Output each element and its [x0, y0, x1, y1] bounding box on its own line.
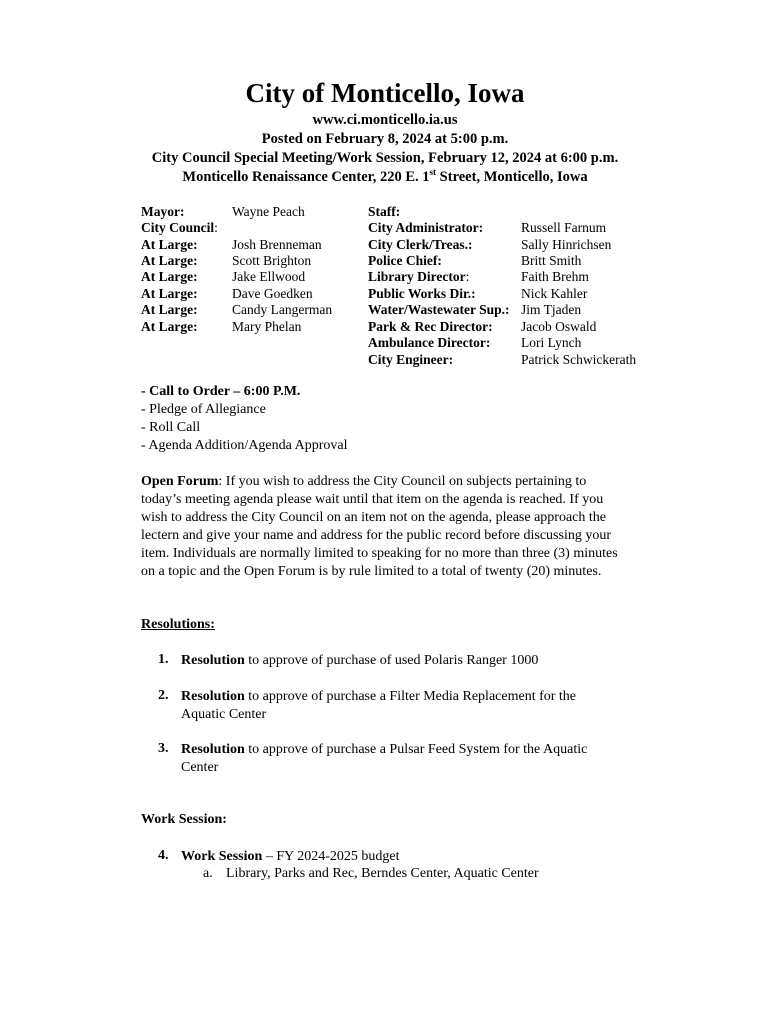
mayor-label: Mayor: — [141, 204, 185, 219]
staff-role: City Administrator: — [368, 220, 484, 235]
staff-name: Russell Farnum — [521, 220, 607, 235]
agenda-item: - Roll Call — [141, 420, 201, 435]
work-session-sub-item: Library, Parks and Rec, Berndes Center, Aquatic Center — [226, 866, 539, 881]
council-member-name: Mary Phelan — [232, 319, 302, 334]
staff-name: Sally Hinrichsen — [521, 237, 612, 252]
staff-name: Patrick Schwickerath — [521, 352, 637, 367]
staff-name: Britt Smith — [521, 253, 582, 268]
work-session-heading: Work Session: — [141, 812, 227, 827]
resolution-item: Resolution to approve of purchase a Filter Media Replacement for the Aquatic Center — [181, 689, 577, 722]
page-title: City of Monticello, Iowa — [245, 78, 525, 108]
council-member-name: Josh Brenneman — [232, 237, 322, 252]
website-link[interactable]: www.ci.monticello.ia.us — [312, 112, 458, 128]
staff-role: Public Works Dir.: — [368, 286, 476, 301]
open-forum-paragraph: Open Forum: If you wish to address the City Council on subjects pertaining to today’s meeting agenda please wait until that item on the agenda is reached. If you wish to address the City Council on an item not on the agenda, please approach the lectern and give your name and address for the public record before discussing your item. Individuals are normally limited to speaking for no more than three (3) minutes on a topic and the Open Forum is by rule limited to a total of twenty (20) minutes. — [141, 474, 618, 579]
posted-notice: Posted on February 8, 2024 at 5:00 p.m. — [261, 131, 509, 147]
item-number: 1. — [158, 652, 169, 667]
item-number: 2. — [158, 688, 169, 703]
staff-label: Staff: — [368, 204, 401, 219]
staff-role: City Engineer: — [368, 352, 454, 367]
agenda-item: - Agenda Addition/Agenda Approval — [141, 438, 348, 453]
council-member-label: At Large: — [141, 319, 198, 334]
council-member-name: Dave Goedken — [232, 286, 313, 301]
council-label: City Council: — [141, 220, 218, 235]
resolutions-heading: Resolutions: — [141, 617, 215, 632]
staff-role: Library Director: — [368, 269, 470, 284]
council-member-label: At Large: — [141, 286, 198, 301]
open-forum-label: Open Forum — [141, 474, 219, 489]
staff-role: Police Chief: — [368, 253, 442, 268]
staff-name: Jim Tjaden — [521, 302, 582, 317]
item-number: 3. — [158, 741, 169, 756]
staff-name: Jacob Oswald — [521, 319, 597, 334]
council-member-label: At Large: — [141, 269, 198, 284]
agenda-item: - Pledge of Allegiance — [141, 402, 266, 417]
council-member-name: Jake Ellwood — [232, 269, 306, 284]
staff-role: Water/Wastewater Sup.: — [368, 302, 510, 317]
staff-name: Nick Kahler — [521, 286, 588, 301]
council-member-name: Scott Brighton — [232, 253, 312, 268]
council-member-label: At Large: — [141, 237, 198, 252]
work-session-item: Work Session – FY 2024-2025 budget — [181, 849, 400, 864]
item-number: 4. — [158, 848, 169, 863]
staff-role: Park & Rec Director: — [368, 319, 493, 334]
staff-name: Faith Brehm — [521, 269, 589, 284]
meeting-location: Monticello Renaissance Center, 220 E. 1st Street, Monticello, Iowa — [182, 167, 588, 185]
resolution-item: Resolution to approve of purchase a Pulsar Feed System for the Aquatic Center — [181, 742, 588, 775]
council-member-label: At Large: — [141, 253, 198, 268]
council-member-label: At Large: — [141, 302, 198, 317]
call-to-order: - Call to Order – 6:00 P.M. — [141, 384, 301, 399]
staff-name: Lori Lynch — [521, 335, 582, 350]
staff-role: City Clerk/Treas.: — [368, 237, 473, 252]
sub-item-letter: a. — [203, 866, 213, 881]
meeting-title: City Council Special Meeting/Work Session, February 12, 2024 at 6:00 p.m. — [151, 150, 619, 166]
resolution-item: Resolution to approve of purchase of used Polaris Ranger 1000 — [181, 653, 539, 668]
council-member-name: Candy Langerman — [232, 302, 333, 317]
staff-role: Ambulance Director: — [368, 335, 491, 350]
mayor-name: Wayne Peach — [232, 204, 305, 219]
